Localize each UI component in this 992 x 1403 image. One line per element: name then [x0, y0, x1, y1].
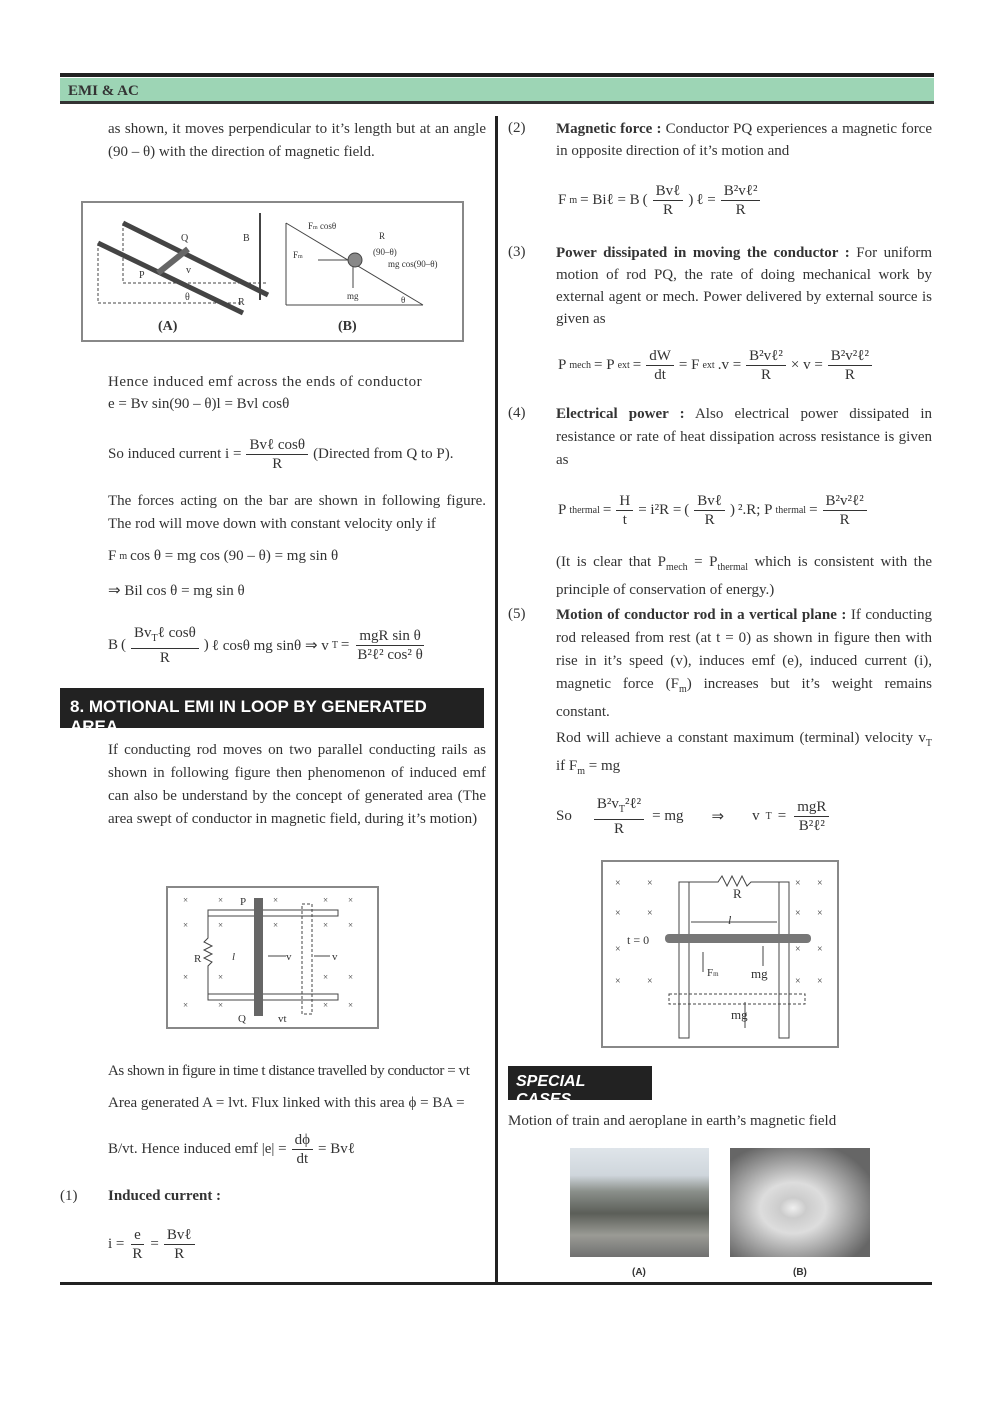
- photo-caption-b: (B): [793, 1267, 807, 1278]
- footer-rule: [60, 1282, 932, 1285]
- numerator: mgR sin θ: [356, 627, 423, 646]
- paragraph: If conducting rod moves on two parallel conducting rails as shown in following figure then phenomenon of induced emf can also be understand by the concept of generated area (The area swept of conductor in magnetic field, during it’s motion): [108, 742, 486, 827]
- denominator: t: [622, 512, 627, 528]
- svg-text:×: ×: [323, 895, 329, 905]
- svg-text:mg: mg: [347, 291, 359, 301]
- numerator: Bvℓ: [164, 1226, 195, 1245]
- svg-text:t = 0: t = 0: [627, 933, 650, 947]
- eq-text: P: [558, 502, 567, 518]
- eq-text: ².R; P: [738, 502, 773, 518]
- svg-text:mg: mg: [751, 966, 768, 981]
- numerator: H: [616, 492, 633, 511]
- svg-text:×: ×: [323, 920, 329, 930]
- eq-text: B²v: [596, 796, 619, 812]
- special-cases-heading: SPECIAL CASES: [508, 1066, 652, 1100]
- eq-text: ⇒: [711, 809, 725, 825]
- svg-text:×: ×: [615, 908, 621, 919]
- fraction: [694, 492, 725, 529]
- denominator: R: [761, 367, 772, 383]
- eq-text: cos θ = mg cos (90 – θ) = mg sin θ: [130, 548, 339, 564]
- equation-thermal-power: P thermal = $\frac{H}{t}$ = i²R = ( Bvℓ R ) ².R; P thermal = B²v²ℓ² R: [558, 492, 869, 529]
- svg-text:×: ×: [218, 920, 224, 930]
- eq-sub: ext: [617, 360, 630, 371]
- svg-text:Q: Q: [238, 1013, 246, 1025]
- svg-text:×: ×: [218, 895, 224, 905]
- eq-text: = i²R =: [638, 502, 682, 518]
- svg-text:R: R: [379, 231, 386, 241]
- fraction: [746, 347, 786, 384]
- svg-text:×: ×: [795, 908, 801, 919]
- eq-text: = mg: [652, 808, 684, 824]
- denominator: R: [159, 650, 170, 666]
- equation-induced-emf: [108, 1131, 355, 1168]
- svg-text:×: ×: [323, 1000, 329, 1010]
- fraction: [131, 624, 199, 667]
- svg-text:mg: mg: [731, 1007, 748, 1022]
- svg-text:θ: θ: [401, 295, 406, 305]
- eq-text: ²ℓ²: [624, 796, 642, 812]
- paragraph: Hence induced emf across the ends of conductor: [108, 374, 423, 390]
- fraction: [129, 1226, 145, 1263]
- equation-terminal: [556, 795, 831, 838]
- paragraph: Area generated A = lvt. Flux linked with this area ϕ = BA =: [108, 1095, 465, 1111]
- eq-text: (Directed from Q to P).: [313, 446, 454, 462]
- denominator: R: [663, 202, 674, 218]
- eq-text: = Biℓ = B: [580, 192, 640, 208]
- eq-text: (It is clear that P: [556, 554, 667, 570]
- paragraph: The forces acting on the bar are shown in following figure. The rod will move down with constant velocity only if: [108, 493, 486, 532]
- fraction: [594, 795, 644, 838]
- svg-text:mg cos(90–θ): mg cos(90–θ): [388, 259, 438, 269]
- numerator: Bvℓ cosθ: [246, 436, 308, 455]
- eq-sub: T: [151, 633, 158, 644]
- eq-sub: ext: [702, 360, 715, 371]
- numerator: B²vℓ²: [721, 182, 761, 201]
- denominator: B²ℓ² cos² θ: [357, 647, 423, 663]
- eq-sub: thermal: [775, 505, 807, 516]
- figure-label-b: (B): [338, 319, 357, 334]
- numerator: [594, 795, 644, 820]
- eq-text: = mg: [585, 758, 621, 774]
- svg-text:θ: θ: [185, 292, 190, 303]
- fraction: [246, 436, 308, 473]
- equation-current: [108, 436, 453, 473]
- svg-text:×: ×: [183, 895, 189, 905]
- svg-text:×: ×: [218, 972, 224, 982]
- eq-text: =: [150, 1236, 159, 1252]
- rails-loop-diagram: [168, 888, 377, 1027]
- photo-caption-a: (A): [632, 1267, 646, 1278]
- item-number: (2): [508, 120, 526, 136]
- equation-terminal-velocity: B ( $Bv_T\ell$ cosθ R ) ℓ cosθ mg sinθ ⇒ v T = mgR sin θ B²ℓ² cos² θ: [108, 624, 428, 667]
- svg-text:×: ×: [218, 1000, 224, 1010]
- svg-text:vt: vt: [278, 1013, 287, 1025]
- eq-text: =: [602, 502, 612, 518]
- svg-text:×: ×: [183, 972, 189, 982]
- svg-text:×: ×: [348, 920, 354, 930]
- svg-text:×: ×: [323, 972, 329, 982]
- denominator: R: [704, 512, 715, 528]
- eq-text: P: [558, 357, 567, 373]
- eq-sub: T: [618, 804, 625, 815]
- vertical-rod-diagram: [603, 862, 837, 1046]
- item-vertical-plane: [556, 604, 932, 724]
- numerator: B²v²ℓ²: [828, 347, 872, 366]
- eq-text: ℓ cosθ mg sinθ ⇒ v: [211, 638, 329, 654]
- eq-sub: T: [925, 738, 932, 749]
- inclined-rails-diagram: [83, 203, 462, 340]
- eq-text: So induced current i =: [108, 446, 242, 462]
- svg-text:(90–θ): (90–θ): [373, 247, 397, 257]
- svg-text:Fm cosθ: Fm cosθ: [308, 221, 337, 231]
- item-title: Magnetic force :: [556, 121, 662, 137]
- svg-text:×: ×: [795, 976, 801, 987]
- denominator: B²ℓ²: [798, 818, 825, 834]
- fraction: [721, 182, 761, 219]
- svg-text:×: ×: [817, 878, 823, 889]
- item-power-dissipated: [556, 242, 932, 330]
- svg-text:P: P: [240, 896, 247, 908]
- eq-text: = P: [687, 554, 718, 570]
- item-title: Induced current :: [108, 1188, 222, 1204]
- figure-label-a: (A): [158, 319, 178, 334]
- numerator: e: [131, 1226, 144, 1245]
- svg-text:R: R: [238, 297, 245, 308]
- svg-text:Fm: Fm: [293, 250, 303, 260]
- item-text: Conductor PQ experiences a magnetic force in opposite direction of it’s motion and: [556, 121, 933, 159]
- denominator: R: [174, 1246, 185, 1262]
- svg-text:×: ×: [647, 878, 653, 889]
- svg-text:×: ×: [795, 878, 801, 889]
- fraction: [616, 492, 633, 529]
- fraction: [292, 1131, 313, 1168]
- eq-text: if F: [556, 758, 578, 774]
- eq-text: =: [809, 502, 818, 518]
- svg-text:×: ×: [348, 972, 354, 982]
- equation-force-balance-2: ⇒ Bil cos θ = mg sin θ: [108, 583, 245, 599]
- svg-text:P: P: [139, 270, 145, 281]
- item-magnetic-force: [556, 118, 932, 162]
- svg-text:R: R: [194, 953, 202, 965]
- svg-text:×: ×: [183, 1000, 189, 1010]
- item-number: (5): [508, 606, 526, 622]
- eq-text: Rod will achieve a constant maximum (terminal) velocity v: [556, 730, 926, 746]
- svg-text:×: ×: [348, 1000, 354, 1010]
- numerator: Bvℓ: [694, 492, 725, 511]
- denominator: R: [132, 1246, 143, 1262]
- eq-text: F: [558, 192, 567, 208]
- item-electrical-power: [556, 403, 932, 472]
- eq-text: B: [108, 637, 119, 653]
- eq-text: So: [556, 808, 572, 824]
- svg-text:R: R: [733, 886, 742, 901]
- eq-text: =: [340, 637, 350, 653]
- equation-mech-power: [558, 347, 874, 384]
- fraction: [646, 347, 674, 384]
- svg-text:×: ×: [817, 976, 823, 987]
- eq-sub: T: [331, 640, 338, 651]
- eq-text: = Bvℓ: [317, 1141, 355, 1157]
- eq-text: F: [108, 548, 117, 564]
- eq-sub: m: [577, 766, 586, 777]
- eq-sub: thermal: [569, 505, 600, 516]
- svg-text:×: ×: [273, 895, 279, 905]
- aeroplane-photo: [730, 1148, 870, 1257]
- item-number: (3): [508, 244, 526, 260]
- item-text: Also electrical power dissipated in resistance or rate of heat dissipation across resistance is given as: [556, 406, 933, 468]
- eq-sub: T: [765, 811, 772, 822]
- eq-text: ℓ cosθ: [157, 625, 196, 641]
- item-text: If conducting rod released from rest (at t = 0) as shown in figure then with rise in it’s speed (v), induces emf (e), induced current (i), magnetic force (F: [556, 607, 932, 692]
- svg-text:l: l: [232, 951, 236, 963]
- fraction: [828, 347, 872, 384]
- item-title: Power dissipated in moving the conductor :: [556, 245, 850, 261]
- eq-text: × v =: [790, 357, 823, 373]
- svg-text:l: l: [728, 913, 732, 927]
- chapter-header: EMI & AC: [60, 78, 934, 104]
- denominator: R: [735, 202, 746, 218]
- eq-text: =: [632, 357, 642, 373]
- eq-text: = P: [594, 357, 615, 373]
- svg-text:×: ×: [615, 944, 621, 955]
- eq-text: = F: [678, 357, 700, 373]
- svg-text:×: ×: [615, 878, 621, 889]
- svg-text:×: ×: [817, 944, 823, 955]
- svg-text:×: ×: [647, 976, 653, 987]
- svg-text:v: v: [286, 951, 292, 963]
- svg-text:×: ×: [647, 908, 653, 919]
- section-heading: 8. MOTIONAL EMI IN LOOP BY GENERATED AREA: [60, 688, 484, 728]
- svg-text:Q: Q: [181, 233, 189, 244]
- fraction: [354, 627, 425, 664]
- eq-text: B/vt. Hence induced emf |e| =: [108, 1141, 287, 1157]
- fraction: [653, 182, 684, 219]
- item-number: (1): [60, 1188, 78, 1204]
- eq-text: .v =: [717, 357, 742, 373]
- eq-text: =: [777, 808, 787, 824]
- eq-text: Bv: [134, 625, 152, 641]
- eq-text: ℓ =: [696, 192, 716, 208]
- svg-text:×: ×: [817, 908, 823, 919]
- item-number: (4): [508, 405, 526, 421]
- paragraph: as shown, it moves perpendicular to it’s length but at an angle (90 – θ) with the direction of magnetic field.: [108, 121, 486, 160]
- numerator: B²v²ℓ²: [823, 492, 867, 511]
- eq-sub: mech: [666, 562, 688, 573]
- fraction: [794, 798, 829, 835]
- paragraph-terminal: [556, 727, 932, 783]
- paragraph: As shown in figure in time t distance travelled by conductor = vt: [108, 1063, 470, 1079]
- header-rule: [60, 73, 934, 77]
- numerator: mgR: [794, 798, 829, 817]
- denominator: dt: [654, 367, 666, 383]
- eq-sub: m: [119, 551, 128, 562]
- eq-sub: mech: [569, 360, 591, 371]
- numerator: Bvℓ: [653, 182, 684, 201]
- item-title: Electrical power :: [556, 406, 685, 422]
- numerator: [131, 624, 199, 649]
- eq-text: v: [752, 808, 760, 824]
- denominator: R: [272, 456, 283, 472]
- eq-text: i =: [108, 1236, 125, 1252]
- item-title: Motion of conductor rod in a vertical plane :: [556, 607, 847, 623]
- svg-text:v: v: [332, 951, 338, 963]
- svg-text:×: ×: [348, 895, 354, 905]
- denominator: dt: [296, 1151, 309, 1167]
- svg-text:B: B: [243, 233, 250, 244]
- equation-current-2: [108, 1226, 197, 1263]
- figure-generated-area: [166, 886, 379, 1029]
- equation-magnetic-force: F m = Biℓ = B ( Bvℓ R ) ℓ = B²vℓ² R: [558, 182, 762, 219]
- equation-force-balance: [108, 548, 338, 565]
- fraction: [823, 492, 867, 529]
- denominator: R: [844, 367, 855, 383]
- paragraph-conservation: [556, 551, 932, 602]
- figure-inclined-rails: [81, 201, 464, 342]
- denominator: R: [839, 512, 850, 528]
- eq-sub: thermal: [717, 562, 748, 573]
- numerator: B²vℓ²: [746, 347, 786, 366]
- equation-emf: e = Bv sin(90 – θ)l = Bvl cosθ: [108, 396, 290, 412]
- paragraph: Motion of train and aeroplane in earth’s magnetic field: [508, 1113, 837, 1129]
- numerator: dϕ: [292, 1131, 313, 1150]
- denominator: R: [613, 821, 624, 837]
- svg-text:v: v: [186, 265, 191, 276]
- train-photo: [570, 1148, 709, 1257]
- svg-text:Fm: Fm: [707, 967, 719, 979]
- figure-vertical-rod: [601, 860, 839, 1048]
- eq-sub: m: [678, 684, 687, 695]
- svg-text:×: ×: [615, 976, 621, 987]
- item-text: ) increases but it’s weight remains constant.: [556, 676, 933, 720]
- eq-sub: m: [569, 195, 578, 206]
- column-divider: [495, 116, 498, 1284]
- item-text: For uniform motion of rod PQ, the rate of doing mechanical work by external agent or mech. Power delivered by external source is given as: [556, 245, 932, 327]
- eq-text: which is consistent with the principle of conservation of energy.): [556, 554, 932, 598]
- numerator: dW: [646, 347, 674, 366]
- svg-text:×: ×: [183, 920, 189, 930]
- svg-text:×: ×: [795, 944, 801, 955]
- fraction: [164, 1226, 195, 1263]
- svg-text:×: ×: [273, 920, 279, 930]
